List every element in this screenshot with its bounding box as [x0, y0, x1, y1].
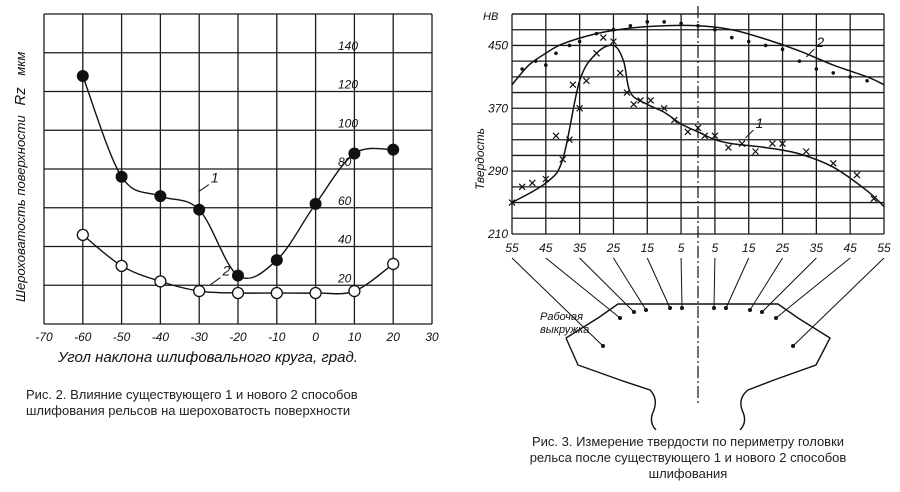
fig3-point-s2	[645, 20, 649, 24]
fig3-unit-label: HB	[483, 11, 499, 23]
fig2-x-tick: -20	[229, 330, 247, 344]
fig3-point-s1	[854, 172, 860, 178]
fig2-x-tick: 20	[386, 330, 400, 344]
fig2-x-tick: -50	[112, 330, 131, 344]
profile-measure-point	[760, 310, 764, 314]
fig3-x-tick: 25	[775, 241, 790, 255]
fig3-point-s1	[725, 145, 731, 151]
fig3-series-label: 1	[755, 114, 764, 131]
fig2-y-tick: 80	[338, 155, 352, 169]
fig2-y-axis-symbol: Rz	[12, 87, 29, 106]
fig2-y-tick: 100	[338, 116, 359, 131]
fig3-point-s2	[629, 24, 633, 28]
fig3-caption-line2: рельса после существующего 1 и нового 2 способов	[529, 450, 847, 465]
profile-measure-point	[748, 308, 752, 312]
profile-measure-point	[644, 308, 648, 312]
fig3-point-s1	[617, 70, 623, 76]
fig2-x-tick: -10	[268, 330, 286, 344]
fig3-point-s2	[764, 44, 768, 48]
profile-leader-line	[750, 258, 783, 310]
fig2-caption-line2: шлифования рельсов на шероховатость поверхности	[26, 403, 351, 418]
fig3-point-s2	[554, 51, 558, 55]
fig3-point-s1	[570, 82, 576, 88]
fig3-point-s2	[730, 36, 734, 40]
profile-leader-line	[580, 258, 634, 312]
fig3-x-tick: 55	[877, 241, 891, 255]
fig3-y-tick: 210	[487, 227, 508, 241]
fig3-point-s1	[600, 35, 606, 41]
profile-measure-point	[791, 344, 795, 348]
fig2-x-tick: 30	[425, 330, 439, 344]
profile-leader-line	[726, 258, 749, 308]
fig3-x-tick: 35	[572, 241, 587, 255]
fig3-point-s1	[739, 141, 745, 147]
fig3-point-s2	[848, 75, 852, 79]
profile-measure-point	[680, 306, 684, 310]
profile-leader-line	[546, 258, 620, 318]
fig2-y-tick: 140	[338, 38, 359, 53]
fig2-y-axis-label-text: Шероховатость поверхности	[13, 115, 28, 302]
fig3-point-s2	[534, 59, 538, 63]
fig3-point-s1	[529, 180, 535, 186]
fig3-point-s1	[830, 160, 836, 166]
fig3-point-s2	[568, 44, 572, 48]
profile-measure-point	[724, 306, 728, 310]
fig2-y-tick: 20	[338, 271, 352, 286]
fig2-x-tick: -30	[190, 330, 208, 344]
fig3-point-s1	[553, 133, 559, 139]
fig2-y-tick: 40	[338, 232, 352, 247]
fig3-grid	[512, 6, 884, 405]
rail-profile-outline-left	[566, 338, 656, 430]
profile-measure-point	[618, 316, 622, 320]
fig3-point-s1	[803, 149, 809, 155]
fig3-x-tick: 45	[843, 241, 857, 255]
fig2-x-tick: -60	[74, 330, 92, 344]
fig3-point-s2	[831, 71, 835, 75]
fig3-point-s2	[798, 59, 802, 63]
fig2-y-tick: 120	[338, 77, 359, 92]
fig3-x-tick: 15	[640, 241, 654, 255]
fig3-point-s2	[696, 24, 700, 28]
fig3-point-s2	[713, 28, 717, 32]
fig3-y-axis-label: Твердость	[473, 128, 487, 190]
fig3-point-s2	[815, 67, 819, 71]
fig3-point-s2	[595, 32, 599, 36]
fig3-point-s2	[865, 79, 869, 83]
fig3-x-tick: 45	[539, 241, 553, 255]
fig3-y-tick: 290	[487, 164, 508, 179]
rail-head-profile	[512, 258, 884, 430]
profile-measure-point	[774, 316, 778, 320]
profile-leader-line	[714, 258, 715, 308]
fig3-caption-line3: шлифования	[648, 466, 728, 481]
fig3-x-tick: 25	[606, 241, 621, 255]
profile-leader-line	[681, 258, 682, 308]
profile-measure-point	[668, 306, 672, 310]
fig3-x-tick: 35	[809, 241, 824, 255]
profile-measure-point	[712, 306, 716, 310]
fig3-point-s1	[583, 78, 589, 84]
fig3-tick-labels	[487, 38, 891, 255]
profile-leader-line	[762, 258, 816, 312]
profile-label-line1: Рабочая	[540, 311, 583, 323]
fig3-point-s1	[752, 149, 758, 155]
fig3-x-tick: 15	[742, 241, 756, 255]
profile-measure-point	[601, 344, 605, 348]
profile-leader-line	[776, 258, 850, 318]
profile-leader-line	[613, 258, 646, 310]
fig3-point-s2	[544, 63, 548, 67]
profile-measure-point	[632, 310, 636, 314]
fig3-point-s2	[612, 28, 616, 32]
fig3-label-leader	[745, 130, 753, 138]
fig3-point-s1	[685, 129, 691, 135]
fig3-point-s2	[578, 40, 582, 44]
fig2-series-label: 1	[210, 169, 219, 186]
fig2-x-tick: -70	[35, 330, 53, 344]
fig2-y-axis-unit: мкм	[13, 51, 28, 76]
fig3-y-tick: 450	[487, 38, 508, 53]
fig3-x-tick: 55	[505, 241, 519, 255]
fig2-caption-line1: Рис. 2. Влияние существующего 1 и нового 2 способов	[26, 387, 358, 402]
fig3-point-s2	[679, 22, 683, 26]
fig3-caption-line1: Рис. 3. Измерение твердости по периметру головки	[531, 434, 845, 449]
fig3-point-s2	[747, 40, 751, 44]
fig2-x-tick: 0	[312, 330, 319, 344]
fig2-series-label: 2	[222, 262, 231, 279]
fig2-y-tick: 60	[338, 193, 352, 208]
fig3-point-s1	[769, 141, 775, 147]
fig3-point-s2	[520, 67, 524, 71]
fig3-series-label: 2	[816, 34, 825, 50]
fig2-x-tick: -40	[151, 330, 170, 344]
profile-leader-line	[647, 258, 670, 308]
figure-3-caption	[478, 434, 898, 482]
fig3-point-s2	[781, 48, 785, 52]
fig3-point-s2	[662, 20, 666, 24]
fig3-x-tick: 5	[677, 241, 685, 255]
fig3-x-tick: 5	[711, 241, 719, 255]
profile-label-line2: выкружка	[540, 324, 590, 336]
profile-leader-line	[793, 258, 884, 346]
fig3-y-tick: 370	[487, 101, 508, 116]
fig3-point-s1	[648, 97, 654, 103]
fig3-point-s1	[631, 101, 637, 107]
fig2-x-axis-label: Угол наклона шлифовального круга, град.	[58, 349, 358, 366]
fig3-point-s1	[594, 50, 600, 56]
fig2-x-tick: 10	[347, 330, 362, 344]
figure-2-caption	[26, 387, 446, 419]
